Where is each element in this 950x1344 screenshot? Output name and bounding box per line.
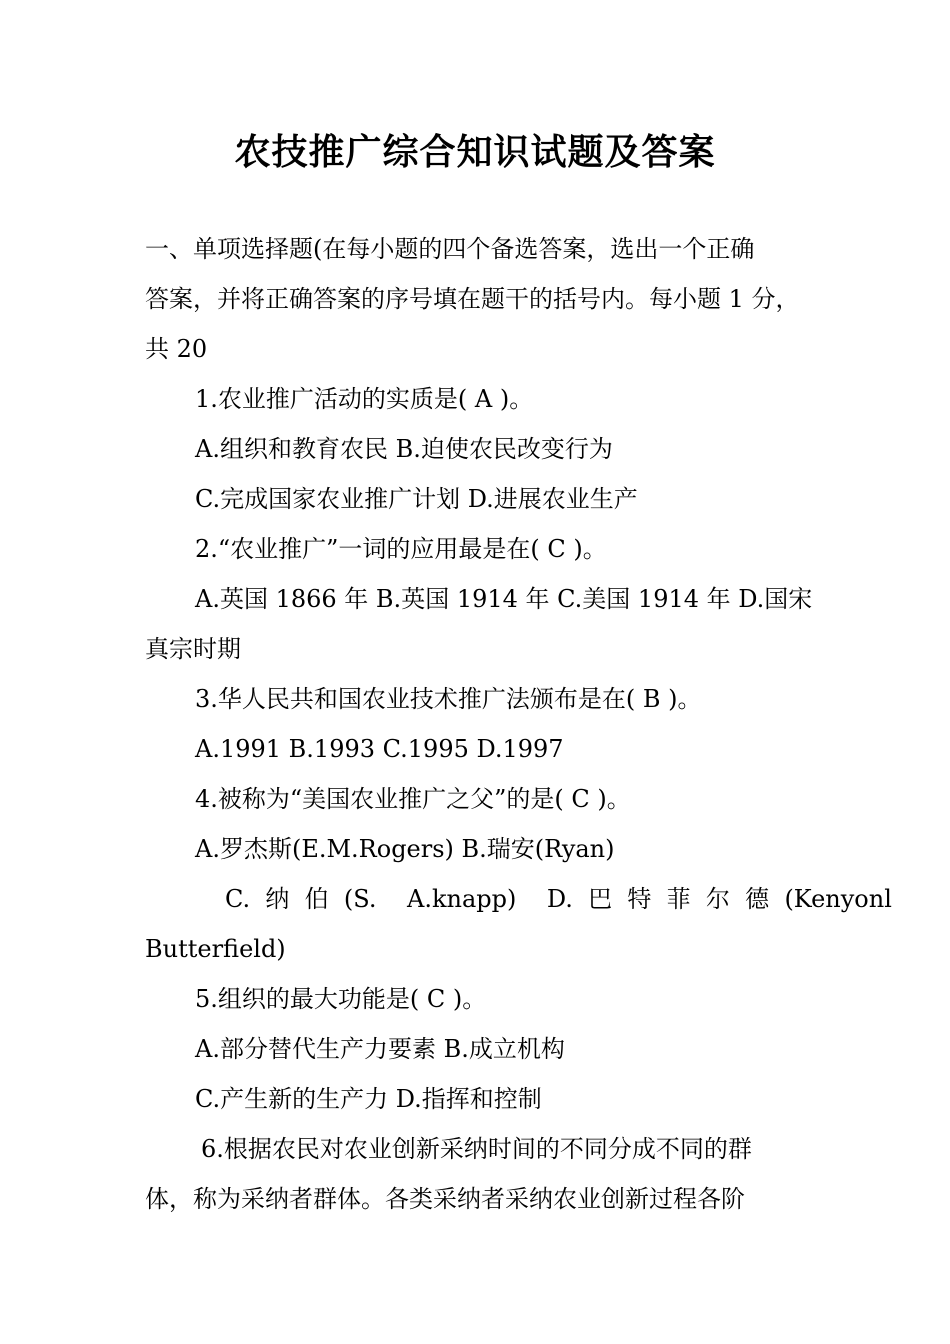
question-1: 1.农业推广活动的实质是( A )。 — [195, 385, 534, 413]
question-5: 5.组织的最大功能是( C )。 — [195, 985, 487, 1013]
question-1-options-c-d: C.完成国家农业推广计划 D.进展农业生产 — [195, 485, 638, 513]
question-5-options-c-d: C.产生新的生产力 D.指挥和控制 — [195, 1085, 542, 1113]
question-6-continued: 体，称为采纳者群体。各类采纳者采纳农业创新过程各阶 — [145, 1185, 745, 1213]
document-body — [145, 224, 892, 1224]
question-4: 4.被称为“美国农业推广之父”的是( C )。 — [195, 785, 631, 813]
paragraph-line: 答案，并将正确答案的序号填在题干的括号内。每小题 1 分， — [145, 285, 800, 313]
question-2-options: A.英国 1866 年 B.英国 1914 年 C.美国 1914 年 D.国宋 — [195, 585, 813, 613]
question-2: 2.“农业推广”一词的应用最是在( C )。 — [195, 535, 607, 563]
question-4-options-a-b: A.罗杰斯(E.M.Rogers) B.瑞安(Ryan) — [195, 835, 615, 863]
question-5-options-a-b: A.部分替代生产力要素 B.成立机构 — [195, 1035, 565, 1063]
paragraph-line: 共 20 — [145, 335, 208, 363]
question-4-options-c-d: C. 纳 伯 (S. A.knapp) D. 巴 特 菲 尔 德 (Kenyonl — [225, 885, 892, 913]
document-title: 农技推广综合知识试题及答案 — [234, 131, 716, 173]
question-2-options-continued: 真宗时期 — [145, 635, 241, 663]
question-1-options-a-b: A.组织和教育农民 B.迫使农民改变行为 — [195, 435, 613, 463]
question-4-options-continued: Butterfield) — [145, 935, 286, 963]
paragraph-line: 一、单项选择题(在每小题的四个备选答案，选出一个正确 — [145, 235, 755, 263]
question-6: 6.根据农民对农业创新采纳时间的不同分成不同的群 — [201, 1135, 752, 1163]
question-3: 3.华人民共和国农业技术推广法颁布是在( B )。 — [195, 685, 702, 713]
question-3-options: A.1991 B.1993 C.1995 D.1997 — [195, 735, 564, 763]
